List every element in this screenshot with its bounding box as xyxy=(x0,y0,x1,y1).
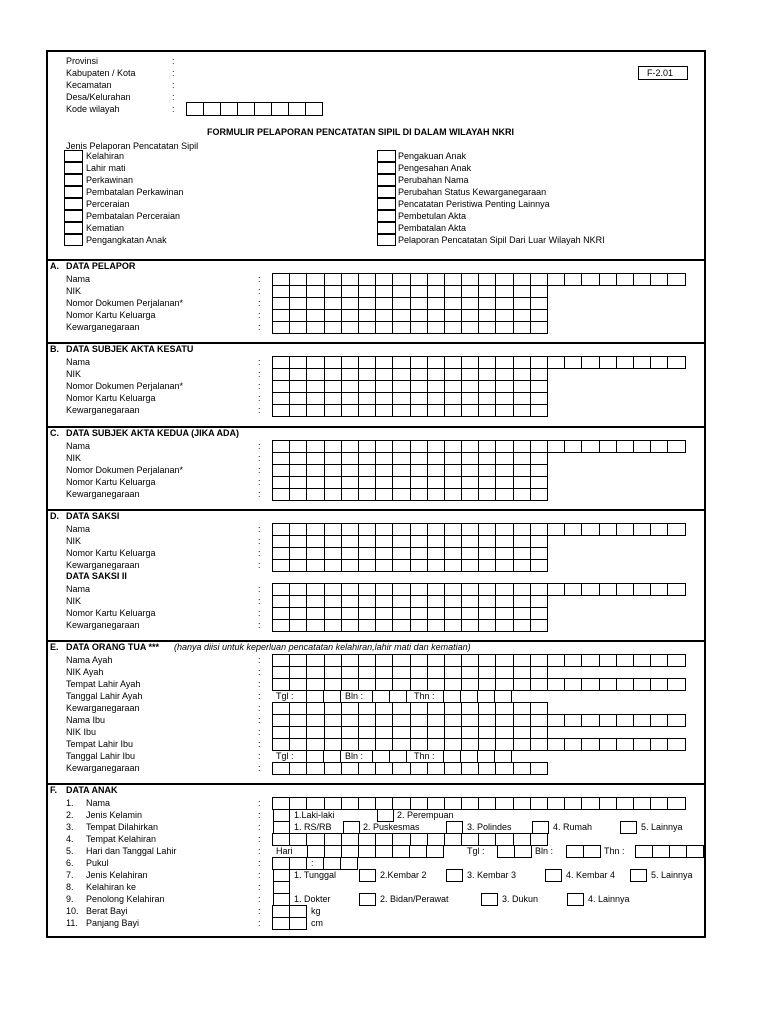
char-box-row[interactable] xyxy=(273,762,548,775)
field-label: Kewarganegaraan xyxy=(66,560,140,570)
field-label: Kewarganegaraan xyxy=(66,620,140,630)
option-label: 2. Perempuan xyxy=(397,810,454,820)
field-label: Nomor Kartu Keluarga xyxy=(66,477,156,487)
field-label: Jenis Kelamin xyxy=(86,810,143,820)
colon: : xyxy=(258,274,261,284)
colon: : xyxy=(258,798,261,808)
char-box-row[interactable] xyxy=(273,321,548,334)
colon: : xyxy=(258,298,261,308)
field-label: Kelahiran ke xyxy=(86,882,137,892)
field-label-desa: Desa/Kelurahan xyxy=(66,92,131,102)
jenis-checkbox[interactable] xyxy=(377,186,396,198)
bln-label: Bln : xyxy=(535,846,554,856)
colon: : xyxy=(258,834,261,844)
jenis-checkbox[interactable] xyxy=(377,174,396,186)
field-label: Nama xyxy=(66,357,91,367)
colon: : xyxy=(258,536,261,546)
section-letter: C. xyxy=(50,428,59,438)
field-label: Nama Ibu xyxy=(66,715,106,725)
field-label: Kewarganegaraan xyxy=(66,489,140,499)
jenis-checkbox[interactable] xyxy=(377,234,396,246)
jenis-option-label: Perceraian xyxy=(86,199,130,209)
colon: : xyxy=(172,104,175,114)
jenis-checkbox[interactable] xyxy=(64,210,83,222)
field-label: Nama xyxy=(66,584,91,594)
char-box-row[interactable] xyxy=(273,404,548,417)
option-label: 1. RS/RB xyxy=(294,822,332,832)
colon: : xyxy=(258,286,261,296)
section-divider xyxy=(48,509,704,511)
section-divider xyxy=(48,259,704,261)
field-label: NIK xyxy=(66,286,82,296)
colon: : xyxy=(258,703,261,713)
option-label: 2.Kembar 2 xyxy=(380,870,427,880)
jenis-checkbox[interactable] xyxy=(64,234,83,246)
colon: : xyxy=(258,465,261,475)
field-label: Nama xyxy=(66,274,91,284)
section-letter: E. xyxy=(50,642,59,652)
jenis-option-label: Pelaporan Pencatatan Sipil Dari Luar Wilayah NKRI xyxy=(398,235,605,245)
field-number: 1. xyxy=(66,798,74,808)
colon: : xyxy=(258,810,261,820)
field-label-kode-wilayah: Kode wilayah xyxy=(66,104,120,114)
field-number: 5. xyxy=(66,846,74,856)
field-label: Kewarganegaraan xyxy=(66,703,140,713)
field-label: NIK xyxy=(66,536,82,546)
section-letter: A. xyxy=(50,261,59,271)
section-note: (hanya diisi untuk keperluan pencatatan kelahiran,lahir mati dan kematian) xyxy=(174,642,471,652)
option-label: 1. Dokter xyxy=(294,894,331,904)
field-number: 10. xyxy=(66,906,79,916)
option-checkbox[interactable] xyxy=(273,821,290,834)
tgl-boxes[interactable] xyxy=(498,845,532,858)
option-label: 1.Laki-laki xyxy=(294,810,335,820)
form-title: FORMULIR PELAPORAN PENCATATAN SIPIL DI DALAM WILAYAH NKRI xyxy=(207,127,515,137)
field-label: Nama Ayah xyxy=(66,655,113,665)
option-label: 2. Bidan/Perawat xyxy=(380,894,449,904)
colon: : xyxy=(258,739,261,749)
field-number: 11. xyxy=(66,918,78,928)
colon: : xyxy=(172,92,175,102)
thn-label: Thn : xyxy=(414,751,435,761)
field-number: 9. xyxy=(66,894,74,904)
bln-boxes[interactable] xyxy=(567,845,601,858)
jenis-option-label: Kematian xyxy=(86,223,125,233)
section-title: DATA ANAK xyxy=(66,785,118,795)
field-label: Kewarganegaraan xyxy=(66,405,140,415)
section-title: DATA PELAPOR xyxy=(66,261,136,271)
option-label: 5. Lainnya xyxy=(651,870,693,880)
jenis-option-label: Kelahiran xyxy=(86,151,125,161)
option-checkbox[interactable] xyxy=(343,821,360,834)
section-title: DATA SUBJEK AKTA KEDUA (JIKA ADA) xyxy=(66,428,239,438)
option-checkbox[interactable] xyxy=(446,869,463,882)
field-label: Hari dan Tanggal Lahir xyxy=(86,846,177,856)
field-label: NIK xyxy=(66,453,82,463)
bln-label: Bln : xyxy=(345,751,364,761)
tgl-label: Tgl : xyxy=(276,691,294,701)
option-label: 5. Lainnya xyxy=(641,822,683,832)
field-label: Nama xyxy=(86,798,111,808)
jenis-heading: Jenis Pelaporan Pencatatan Sipil xyxy=(66,141,199,151)
jenis-option-label: Pembatalan Perceraian xyxy=(86,211,181,221)
colon: : xyxy=(258,906,261,916)
colon: : xyxy=(258,381,261,391)
field-number: 6. xyxy=(66,858,74,868)
colon: : xyxy=(258,691,261,701)
jenis-checkbox[interactable] xyxy=(377,150,396,162)
field-label: Nomor Dokumen Perjalanan* xyxy=(66,298,184,308)
jenis-option-label: Pencatatan Peristiwa Penting Lainnya xyxy=(398,199,550,209)
colon: : xyxy=(258,882,261,892)
field-label: Tempat Kelahiran xyxy=(86,834,157,844)
jenis-checkbox[interactable] xyxy=(64,222,83,234)
kode-wilayah-boxes[interactable] xyxy=(187,102,323,116)
option-checkbox[interactable] xyxy=(630,869,647,882)
jenis-option-label: Lahir mati xyxy=(86,163,126,173)
colon: : xyxy=(258,477,261,487)
option-label: 1. Tunggal xyxy=(294,870,337,880)
field-label: Nomor Dokumen Perjalanan* xyxy=(66,465,184,475)
option-label: 4. Kembar 4 xyxy=(566,870,616,880)
jenis-checkbox[interactable] xyxy=(64,186,83,198)
field-label: Tanggal Lahir Ayah xyxy=(66,691,143,701)
field-label: Nomor Kartu Keluarga xyxy=(66,548,156,558)
option-checkbox[interactable] xyxy=(359,893,376,906)
section-subtitle: DATA SAKSI II xyxy=(66,571,127,581)
jenis-checkbox[interactable] xyxy=(377,222,396,234)
jenis-option-label: Pembatalan Perkawinan xyxy=(86,187,184,197)
option-checkbox[interactable] xyxy=(545,869,562,882)
field-label: Kewarganegaraan xyxy=(66,322,140,332)
option-checkbox[interactable] xyxy=(532,821,549,834)
colon: : xyxy=(258,608,261,618)
colon: : xyxy=(258,405,261,415)
colon: : xyxy=(258,715,261,725)
section-title: DATA ORANG TUA *** xyxy=(66,642,159,652)
form-code-box xyxy=(638,66,688,80)
jenis-checkbox[interactable] xyxy=(64,150,83,162)
colon: : xyxy=(258,322,261,332)
colon: : xyxy=(258,620,261,630)
colon: : xyxy=(258,667,261,677)
option-checkbox[interactable] xyxy=(620,821,637,834)
field-label: NIK xyxy=(66,369,82,379)
colon: : xyxy=(258,918,261,928)
field-label-provinsi: Provinsi xyxy=(66,56,99,66)
jenis-checkbox[interactable] xyxy=(377,162,396,174)
jenis-option-label: Pengesahan Anak xyxy=(398,163,472,173)
jenis-checkbox[interactable] xyxy=(64,198,83,210)
colon: : xyxy=(258,894,261,904)
panjang-boxes[interactable] xyxy=(273,917,307,930)
option-checkbox[interactable] xyxy=(446,821,463,834)
colon: : xyxy=(258,858,261,868)
field-label: Panjang Bayi xyxy=(86,918,140,928)
colon: : xyxy=(258,870,261,880)
form-code: F-2.01 xyxy=(647,68,674,78)
field-label-kecamatan: Kecamatan xyxy=(66,80,112,90)
field-label: Nomor Kartu Keluarga xyxy=(66,608,156,618)
option-label: 3. Dukun xyxy=(502,894,539,904)
section-title: DATA SUBJEK AKTA KESATU xyxy=(66,344,194,354)
thn-boxes[interactable] xyxy=(636,845,704,858)
option-label: 3. Polindes xyxy=(467,822,512,832)
jenis-option-label: Pembetulan Akta xyxy=(398,211,467,221)
colon: : xyxy=(172,80,175,90)
field-label: Pukul xyxy=(86,858,109,868)
option-checkbox[interactable] xyxy=(359,869,376,882)
section-divider xyxy=(48,426,704,428)
option-checkbox[interactable] xyxy=(377,809,394,822)
option-label: 3. Kembar 3 xyxy=(467,870,517,880)
field-number: 7. xyxy=(66,870,74,880)
option-label: 4. Rumah xyxy=(553,822,593,832)
thn-label: Thn : xyxy=(414,691,435,701)
field-label: Tempat Lahir Ayah xyxy=(66,679,141,689)
colon: : xyxy=(258,310,261,320)
field-number: 3. xyxy=(66,822,74,832)
char-box-row[interactable] xyxy=(273,619,548,632)
field-label: Nama xyxy=(66,441,91,451)
colon: : xyxy=(258,679,261,689)
colon: : xyxy=(172,68,175,78)
field-number: 4. xyxy=(66,834,74,844)
field-label: Tempat Lahir Ibu xyxy=(66,739,134,749)
field-number: 2. xyxy=(66,810,74,820)
colon: : xyxy=(258,584,261,594)
field-label: Penolong Kelahiran xyxy=(86,894,165,904)
hari-label: Hari xyxy=(276,846,293,856)
bln-label: Bln : xyxy=(345,691,364,701)
colon: : xyxy=(258,727,261,737)
colon: : xyxy=(258,596,261,606)
jenis-option-label: Perkawinan xyxy=(86,175,134,185)
option-label: 2. Puskesmas xyxy=(363,822,420,832)
colon: : xyxy=(258,763,261,773)
unit-cm: cm xyxy=(311,918,323,928)
colon: : xyxy=(258,846,261,856)
colon: : xyxy=(258,560,261,570)
char-box-row[interactable] xyxy=(273,559,548,572)
field-number: 8. xyxy=(66,882,74,892)
jenis-checkbox[interactable] xyxy=(64,162,83,174)
colon: : xyxy=(172,56,175,66)
jenis-checkbox[interactable] xyxy=(377,210,396,222)
jenis-option-label: Pengakuan Anak xyxy=(398,151,467,161)
pukul-separator: : xyxy=(311,858,314,868)
field-label: Tanggal Lahir Ibu xyxy=(66,751,136,761)
char-box-row[interactable] xyxy=(273,488,548,501)
field-label: Jenis Kelahiran xyxy=(86,870,148,880)
jenis-option-label: Perubahan Nama xyxy=(398,175,469,185)
jenis-checkbox[interactable] xyxy=(64,174,83,186)
section-letter: B. xyxy=(50,344,59,354)
section-letter: F. xyxy=(50,785,58,795)
colon: : xyxy=(258,524,261,534)
colon: : xyxy=(258,655,261,665)
thn-label: Thn : xyxy=(604,846,625,856)
jenis-option-label: Pengangkatan Anak xyxy=(86,235,167,245)
colon: : xyxy=(258,393,261,403)
tgl-label: Tgl : xyxy=(467,846,485,856)
field-label: Nomor Kartu Keluarga xyxy=(66,310,156,320)
field-label-kabupaten: Kabupaten / Kota xyxy=(66,68,136,78)
section-divider xyxy=(48,342,704,344)
field-label: Berat Bayi xyxy=(86,906,128,916)
colon: : xyxy=(258,548,261,558)
field-label: NIK Ayah xyxy=(66,667,104,677)
unit-kg: kg xyxy=(311,906,321,916)
jenis-option-label: Perubahan Status Kewarganegaraan xyxy=(398,187,547,197)
tgl-label: Tgl : xyxy=(276,751,294,761)
colon: : xyxy=(258,751,261,761)
field-label: Nomor Kartu Keluarga xyxy=(66,393,156,403)
section-title: DATA SAKSI xyxy=(66,511,120,521)
option-checkbox[interactable] xyxy=(481,893,498,906)
section-divider xyxy=(48,640,704,642)
colon: : xyxy=(258,357,261,367)
field-label: NIK xyxy=(66,596,82,606)
field-label: Kewarganegaraan xyxy=(66,763,140,773)
colon: : xyxy=(258,822,261,832)
jenis-option-label: Pembatalan Akta xyxy=(398,223,467,233)
field-label: NIK Ibu xyxy=(66,727,97,737)
field-label: Nomor Dokumen Perjalanan* xyxy=(66,381,184,391)
option-checkbox[interactable] xyxy=(567,893,584,906)
colon: : xyxy=(258,489,261,499)
option-label: 4. Lainnya xyxy=(588,894,630,904)
colon: : xyxy=(258,453,261,463)
char-box-row[interactable] xyxy=(273,797,686,810)
field-label: Tempat Dilahirkan xyxy=(86,822,159,832)
section-divider xyxy=(48,783,704,785)
field-label: Nama xyxy=(66,524,91,534)
colon: : xyxy=(258,369,261,379)
section-letter: D. xyxy=(50,511,59,521)
jenis-checkbox[interactable] xyxy=(377,198,396,210)
colon: : xyxy=(258,441,261,451)
